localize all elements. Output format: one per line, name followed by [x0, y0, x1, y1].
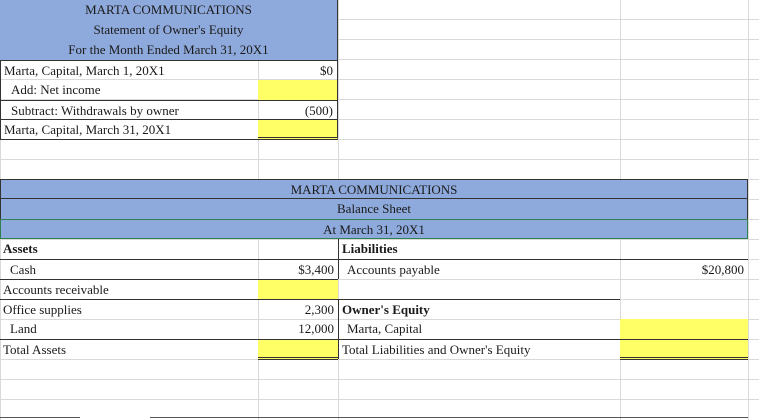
assets-header[interactable]: Assets	[3, 241, 38, 256]
asset-label-land[interactable]: Land	[10, 321, 37, 336]
equity-row-value-beginning-capital[interactable]: $0	[258, 60, 338, 80]
owners-equity-header[interactable]: Owner's Equity	[338, 299, 620, 319]
equity-row-input-net-income[interactable]	[258, 80, 338, 100]
asset-label-cash[interactable]: Cash	[0, 259, 258, 279]
equity-row-input-ending-capital[interactable]	[258, 120, 338, 140]
liability-value-accounts-payable[interactable]: $20,800	[620, 259, 748, 279]
equity-row-label-ending-capital[interactable]: Marta, Capital, March 31, 20X1	[0, 120, 258, 140]
equity-row-label-net-income[interactable]: Add: Net income	[0, 80, 258, 100]
equity-period-header[interactable]: For the Month Ended March 31, 20X1	[0, 40, 338, 60]
liability-label-accounts-payable[interactable]: Accounts payable	[338, 259, 620, 279]
equity-row-label-beginning-capital[interactable]: Marta, Capital, March 1, 20X1	[0, 60, 258, 80]
asset-label-office-supplies[interactable]: Office supplies	[0, 299, 258, 319]
equity-label-marta-capital[interactable]: Marta, Capital	[338, 319, 620, 339]
total-assets-input[interactable]	[258, 339, 338, 360]
total-assets-label[interactable]: Total Assets	[0, 339, 258, 359]
equity-input-marta-capital[interactable]	[620, 319, 748, 339]
asset-label-accounts-receivable[interactable]: Accounts receivable	[0, 279, 258, 299]
asset-input-accounts-receivable[interactable]	[258, 279, 338, 299]
equity-title-header[interactable]: Statement of Owner's Equity	[0, 20, 338, 40]
balance-date-header[interactable]: At March 31, 20X1	[0, 219, 748, 239]
liabilities-header[interactable]: Liabilities	[338, 239, 620, 259]
asset-value-office-supplies[interactable]: 2,300	[258, 299, 338, 319]
balance-company-header[interactable]: MARTA COMMUNICATIONS	[0, 179, 748, 199]
total-liab-equity-label[interactable]: Total Liabilities and Owner's Equity	[338, 339, 620, 359]
balance-title-header[interactable]: Balance Sheet	[0, 199, 748, 219]
equity-company-header[interactable]: MARTA COMMUNICATIONS	[0, 0, 338, 20]
asset-value-cash[interactable]: $3,400	[258, 259, 338, 279]
bottom-edge-border	[0, 417, 80, 418]
equity-row-label-withdrawals[interactable]: Subtract: Withdrawals by owner	[0, 100, 258, 120]
total-liab-equity-input[interactable]	[620, 339, 748, 360]
asset-value-land[interactable]: 12,000	[298, 321, 334, 336]
equity-row-value-withdrawals[interactable]: (500)	[258, 100, 338, 120]
bottom-edge-border	[150, 417, 748, 418]
